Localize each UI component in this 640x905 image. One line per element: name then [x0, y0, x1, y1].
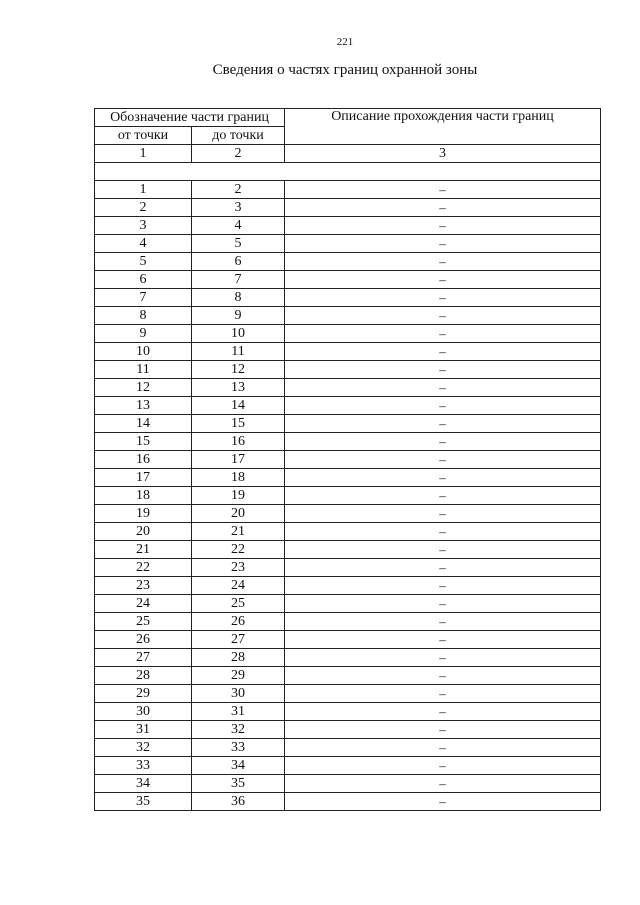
table-row: [95, 307, 601, 325]
table-row: [95, 577, 601, 595]
column-number-1: 1: [95, 145, 192, 163]
description-cell: –: [285, 253, 601, 271]
table-row: [95, 217, 601, 235]
from-point-cell: 32: [95, 739, 192, 757]
description-cell: –: [285, 433, 601, 451]
description-cell: –: [285, 703, 601, 721]
from-point-cell: 33: [95, 757, 192, 775]
to-point-cell: 2: [192, 181, 285, 199]
from-point-cell: 8: [95, 307, 192, 325]
from-point-cell: 11: [95, 361, 192, 379]
table-row: [95, 595, 601, 613]
table-row: [95, 199, 601, 217]
to-point-cell: 17: [192, 451, 285, 469]
from-point-cell: 20: [95, 523, 192, 541]
from-point-cell: 2: [95, 199, 192, 217]
to-point-cell: 20: [192, 505, 285, 523]
table-row: [95, 775, 601, 793]
page-number: 221: [336, 36, 354, 48]
column-number-2: 2: [192, 145, 285, 163]
from-point-cell: 9: [95, 325, 192, 343]
section-divider-row: [95, 163, 601, 181]
to-point-cell: 5: [192, 235, 285, 253]
from-point-cell: 12: [95, 379, 192, 397]
from-point-cell: 27: [95, 649, 192, 667]
description-cell: –: [285, 739, 601, 757]
table-body: [95, 181, 601, 811]
table-row: [95, 379, 601, 397]
to-point-cell: 30: [192, 685, 285, 703]
from-point-cell: 34: [95, 775, 192, 793]
table-row: [95, 649, 601, 667]
to-point-cell: 27: [192, 631, 285, 649]
table-row: [95, 739, 601, 757]
from-point-cell: 5: [95, 253, 192, 271]
table-row: [95, 343, 601, 361]
description-cell: –: [285, 379, 601, 397]
to-point-cell: 19: [192, 487, 285, 505]
from-point-cell: 21: [95, 541, 192, 559]
from-point-cell: 4: [95, 235, 192, 253]
to-point-cell: 26: [192, 613, 285, 631]
column-number-3: 3: [285, 145, 601, 163]
description-cell: –: [285, 721, 601, 739]
from-point-cell: 31: [95, 721, 192, 739]
description-cell: –: [285, 613, 601, 631]
table-row: [95, 541, 601, 559]
table-row: [95, 559, 601, 577]
to-point-cell: 16: [192, 433, 285, 451]
description-cell: –: [285, 415, 601, 433]
table-row: [95, 289, 601, 307]
table-row: [95, 235, 601, 253]
to-point-cell: 23: [192, 559, 285, 577]
table-row: [95, 667, 601, 685]
to-point-cell: 33: [192, 739, 285, 757]
to-point-cell: 36: [192, 793, 285, 811]
table-row: [95, 181, 601, 199]
description-cell: –: [285, 361, 601, 379]
from-point-cell: 28: [95, 667, 192, 685]
description-cell: –: [285, 541, 601, 559]
to-point-cell: 29: [192, 667, 285, 685]
to-point-cell: 25: [192, 595, 285, 613]
description-cell: –: [285, 343, 601, 361]
table-row: [95, 415, 601, 433]
from-point-cell: 17: [95, 469, 192, 487]
from-point-cell: 10: [95, 343, 192, 361]
table-row: [95, 451, 601, 469]
to-point-cell: 13: [192, 379, 285, 397]
from-point-cell: 22: [95, 559, 192, 577]
to-point-cell: 7: [192, 271, 285, 289]
description-cell: –: [285, 793, 601, 811]
from-point-cell: 35: [95, 793, 192, 811]
description-cell: –: [285, 271, 601, 289]
table-row: [95, 631, 601, 649]
from-point-cell: 6: [95, 271, 192, 289]
description-cell: –: [285, 397, 601, 415]
to-point-cell: 35: [192, 775, 285, 793]
to-point-cell: 6: [192, 253, 285, 271]
to-point-cell: 12: [192, 361, 285, 379]
from-point-header: от точки: [95, 127, 192, 145]
to-point-cell: 31: [192, 703, 285, 721]
to-point-cell: 22: [192, 541, 285, 559]
to-point-header: до точки: [192, 127, 285, 145]
table-row: [95, 757, 601, 775]
table-row: [95, 505, 601, 523]
to-point-cell: 24: [192, 577, 285, 595]
description-cell: –: [285, 235, 601, 253]
from-point-cell: 24: [95, 595, 192, 613]
table-row: [95, 271, 601, 289]
table-row: [95, 613, 601, 631]
to-point-cell: 4: [192, 217, 285, 235]
description-cell: –: [285, 757, 601, 775]
description-cell: –: [285, 289, 601, 307]
table-row: [95, 433, 601, 451]
description-cell: –: [285, 631, 601, 649]
table-row: [95, 523, 601, 541]
to-point-cell: 15: [192, 415, 285, 433]
description-cell: –: [285, 685, 601, 703]
to-point-cell: 32: [192, 721, 285, 739]
from-point-cell: 13: [95, 397, 192, 415]
description-cell: –: [285, 559, 601, 577]
table-row: [95, 361, 601, 379]
description-cell: –: [285, 199, 601, 217]
to-point-cell: 3: [192, 199, 285, 217]
description-cell: –: [285, 577, 601, 595]
to-point-cell: 21: [192, 523, 285, 541]
boundary-description-header: Описание прохождения части границ: [285, 109, 601, 145]
description-cell: –: [285, 325, 601, 343]
from-point-cell: 26: [95, 631, 192, 649]
table-row: [95, 469, 601, 487]
to-point-cell: 18: [192, 469, 285, 487]
description-cell: –: [285, 307, 601, 325]
from-point-cell: 29: [95, 685, 192, 703]
to-point-cell: 10: [192, 325, 285, 343]
description-cell: –: [285, 595, 601, 613]
description-cell: –: [285, 217, 601, 235]
from-point-cell: 3: [95, 217, 192, 235]
description-cell: –: [285, 523, 601, 541]
table-row: [95, 721, 601, 739]
from-point-cell: 18: [95, 487, 192, 505]
description-cell: –: [285, 667, 601, 685]
from-point-cell: 23: [95, 577, 192, 595]
boundary-designation-header: Обозначение части границ: [95, 109, 285, 127]
table-row: [95, 487, 601, 505]
to-point-cell: 9: [192, 307, 285, 325]
from-point-cell: 1: [95, 181, 192, 199]
from-point-cell: 7: [95, 289, 192, 307]
table-row: [95, 685, 601, 703]
boundary-parts-table: [94, 108, 601, 811]
from-point-cell: 25: [95, 613, 192, 631]
description-cell: –: [285, 649, 601, 667]
table-row: [95, 253, 601, 271]
to-point-cell: 11: [192, 343, 285, 361]
from-point-cell: 14: [95, 415, 192, 433]
table-row: [95, 397, 601, 415]
table-row: [95, 793, 601, 811]
to-point-cell: 8: [192, 289, 285, 307]
to-point-cell: 14: [192, 397, 285, 415]
description-cell: –: [285, 487, 601, 505]
from-point-cell: 15: [95, 433, 192, 451]
description-cell: –: [285, 469, 601, 487]
table-row: [95, 703, 601, 721]
document-title: Сведения о частях границ охранной зоны: [212, 62, 478, 78]
table-row: [95, 325, 601, 343]
description-cell: –: [285, 451, 601, 469]
description-cell: –: [285, 775, 601, 793]
description-cell: –: [285, 505, 601, 523]
from-point-cell: 19: [95, 505, 192, 523]
description-cell: –: [285, 181, 601, 199]
to-point-cell: 28: [192, 649, 285, 667]
to-point-cell: 34: [192, 757, 285, 775]
from-point-cell: 16: [95, 451, 192, 469]
from-point-cell: 30: [95, 703, 192, 721]
